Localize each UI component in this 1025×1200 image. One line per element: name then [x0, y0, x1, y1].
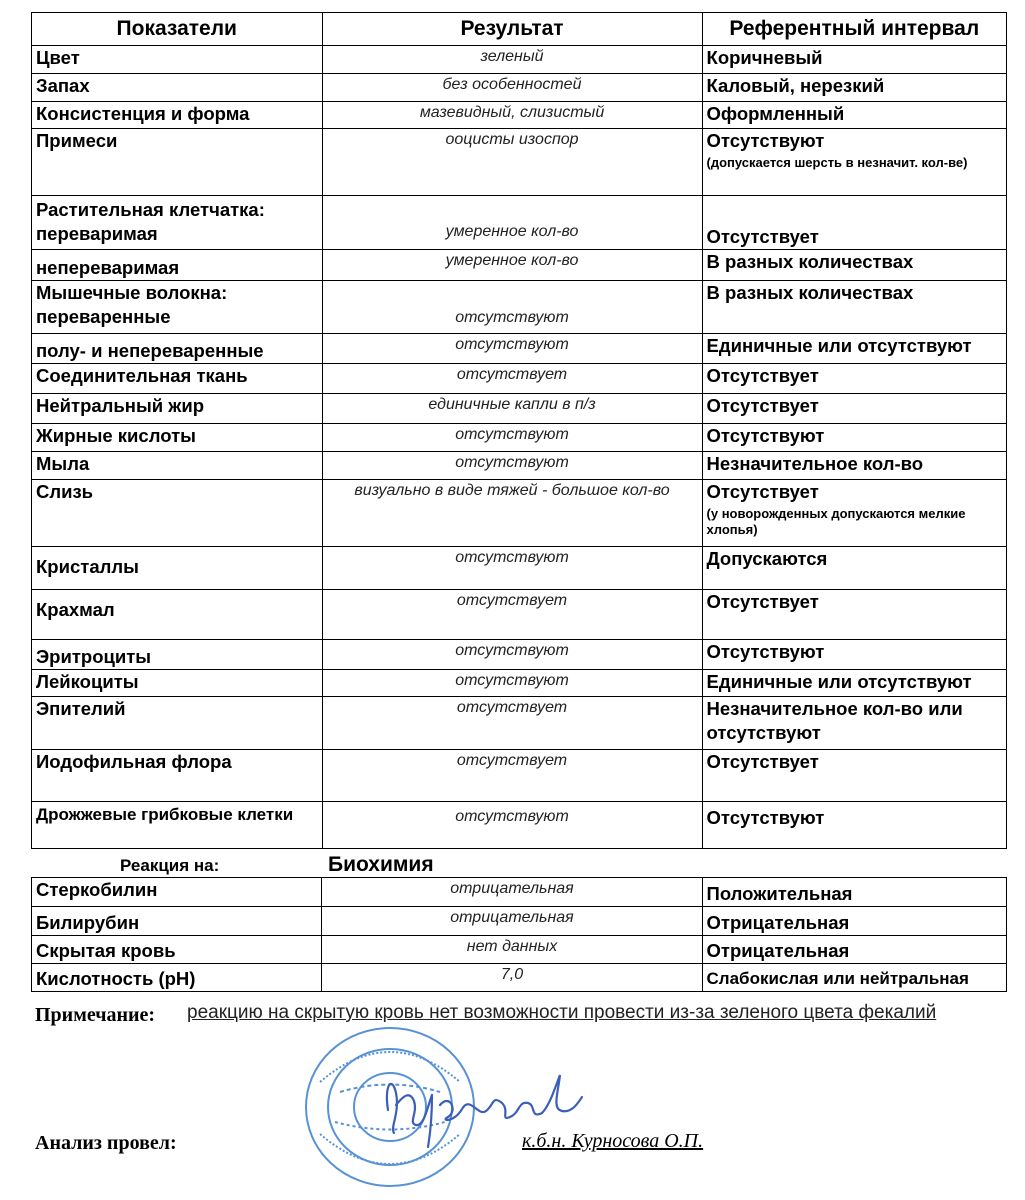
table-row: [32, 452, 1007, 480]
row-name: Эритроциты: [32, 640, 323, 670]
row-result: отсутствуют: [322, 802, 702, 849]
row-result: отсутствуют: [322, 424, 702, 452]
table-row: [32, 46, 1007, 74]
bio-name: Стеркобилин: [32, 878, 322, 907]
bio-reference: Положительная: [702, 878, 1006, 907]
row-reference: Отсутствует: [702, 750, 1006, 802]
table-header-row: [32, 13, 1007, 46]
row-name: Растительная клетчатка: переваримая: [32, 196, 323, 250]
row-name: Иодофильная флора: [32, 750, 323, 802]
table-row: [32, 196, 1007, 250]
row-result: ооцисты изоспор: [322, 129, 702, 196]
row-name: Консистенция и форма: [32, 102, 323, 129]
note-text: реакцию на скрытую кровь нет возможности провести из-за зеленого цвета фекалий: [187, 1002, 937, 1023]
table-row: [32, 394, 1007, 424]
row-result: мазевидный, слизистый: [322, 102, 702, 129]
row-name: Мышечные волокна: переваренные: [32, 281, 323, 334]
row-name: Кристаллы: [32, 547, 323, 590]
signature-stroke-4: [440, 1100, 542, 1120]
row-result: отсутствует: [322, 590, 702, 640]
row-reference: Единичные или отсутствуют: [702, 670, 1006, 697]
row-reference: Отсутствуют: [702, 640, 1006, 670]
table-row: [32, 878, 1007, 907]
row-reference: Отсутствуют (допускается шерсть в незначит. кол-ве): [702, 129, 1006, 196]
row-reference: Отсутствует: [702, 196, 1006, 250]
bio-reference: Отрицательная: [702, 907, 1006, 936]
table-row: [32, 250, 1007, 281]
table-row: [32, 750, 1007, 802]
row-name: Соединительная ткань: [32, 364, 323, 394]
table-row: [32, 907, 1007, 936]
table-row: [32, 936, 1007, 964]
row-reference: Допускаются: [702, 547, 1006, 590]
table-row: [32, 129, 1007, 196]
row-result: отсутствуют: [322, 670, 702, 697]
table-row: [32, 424, 1007, 452]
table-row: [32, 670, 1007, 697]
bio-name: Кислотность (pH): [32, 964, 322, 992]
header-indicator: Показатели: [32, 13, 323, 46]
row-name: Лейкоциты: [32, 670, 323, 697]
row-result: отсутствует: [322, 750, 702, 802]
analyst-name: к.б.н. Курносова О.П.: [522, 1130, 704, 1152]
row-name: Запах: [32, 74, 323, 102]
row-reference: Единичные или отсутствуют: [702, 334, 1006, 364]
row-reference: Незначительное кол-во или отсутствуют: [702, 697, 1006, 750]
header-reference: Референтный интервал: [702, 13, 1006, 46]
signature-stroke-5: [542, 1075, 582, 1113]
row-name: Слизь: [32, 480, 323, 547]
row-result: отсутствуют: [322, 281, 702, 334]
header-result: Результат: [322, 13, 702, 46]
row-result: отсутствуют: [322, 452, 702, 480]
row-result: отсутствуют: [322, 334, 702, 364]
row-result: визуально в виде тяжей - большое кол-во: [322, 480, 702, 547]
bio-name: Билирубин: [32, 907, 322, 936]
row-name: Эпителий: [32, 697, 323, 750]
biochem-title: Биохимия: [328, 853, 434, 876]
note-label: Примечание:: [35, 1004, 156, 1026]
table-row: [32, 480, 1007, 547]
row-reference: Отсутствуют: [702, 802, 1006, 849]
row-result: умеренное кол-во: [322, 196, 702, 250]
table-row: [32, 964, 1007, 992]
row-result: отсутствуют: [322, 547, 702, 590]
row-reference: Отсутствует (у новорожденных допускаются мелкие хлопья): [702, 480, 1006, 547]
signature-stroke-1: [387, 1084, 397, 1133]
table-row: [32, 640, 1007, 670]
reference-note: (у новорожденных допускаются мелкие хлопья): [706, 506, 966, 537]
row-reference: Отсутствует: [702, 590, 1006, 640]
bio-result: отрицательная: [322, 878, 702, 907]
row-name: Примеси: [32, 129, 323, 196]
row-name: Крахмал: [32, 590, 323, 640]
reference-note: (допускается шерсть в незначит. кол-ве): [706, 155, 968, 170]
bio-reference: Слабокислая или нейтральная: [702, 964, 1006, 992]
row-name: Мыла: [32, 452, 323, 480]
table-row: [32, 102, 1007, 129]
row-reference: Отсутствуют: [702, 424, 1006, 452]
signature-stroke-2: [396, 1095, 432, 1125]
table-row: [32, 334, 1007, 364]
row-reference: Каловый, нерезкий: [702, 74, 1006, 102]
table-row: [32, 802, 1007, 849]
table-row: [32, 697, 1007, 750]
row-name: полу- и непереваренные: [32, 334, 323, 364]
row-name: Дрожжевые грибковые клетки: [32, 802, 323, 849]
row-name: непереваримая: [32, 250, 323, 281]
row-reference: В разных количествах: [702, 250, 1006, 281]
bio-result: 7,0: [322, 964, 702, 992]
table-row: [32, 590, 1007, 640]
row-result: без особенностей: [322, 74, 702, 102]
row-reference: Отсутствует: [702, 394, 1006, 424]
analyst-label: Анализ провел:: [35, 1132, 177, 1154]
bio-result: нет данных: [322, 936, 702, 964]
biochemistry-table: [31, 877, 1007, 992]
row-reference: Коричневый: [702, 46, 1006, 74]
row-result: зеленый: [322, 46, 702, 74]
row-reference: Незначительное кол-во: [702, 452, 1006, 480]
row-result: отсутствует: [322, 364, 702, 394]
row-reference: Отсутствует: [702, 364, 1006, 394]
table-row: [32, 74, 1007, 102]
row-result: отсутствует: [322, 697, 702, 750]
row-name: Жирные кислоты: [32, 424, 323, 452]
bio-name: Скрытая кровь: [32, 936, 322, 964]
row-name: Цвет: [32, 46, 323, 74]
bio-result: отрицательная: [322, 907, 702, 936]
table-row: [32, 364, 1007, 394]
row-name: Нейтральный жир: [32, 394, 323, 424]
results-table: [31, 12, 1007, 849]
row-reference: В разных количествах: [702, 281, 1006, 334]
reaction-label: Реакция на:: [120, 856, 220, 875]
table-row: [32, 547, 1007, 590]
row-result: отсутствуют: [322, 640, 702, 670]
row-result: единичные капли в п/з: [322, 394, 702, 424]
row-result: умеренное кол-во: [322, 250, 702, 281]
row-reference: Оформленный: [702, 102, 1006, 129]
bio-reference: Отрицательная: [702, 936, 1006, 964]
table-row: [32, 281, 1007, 334]
